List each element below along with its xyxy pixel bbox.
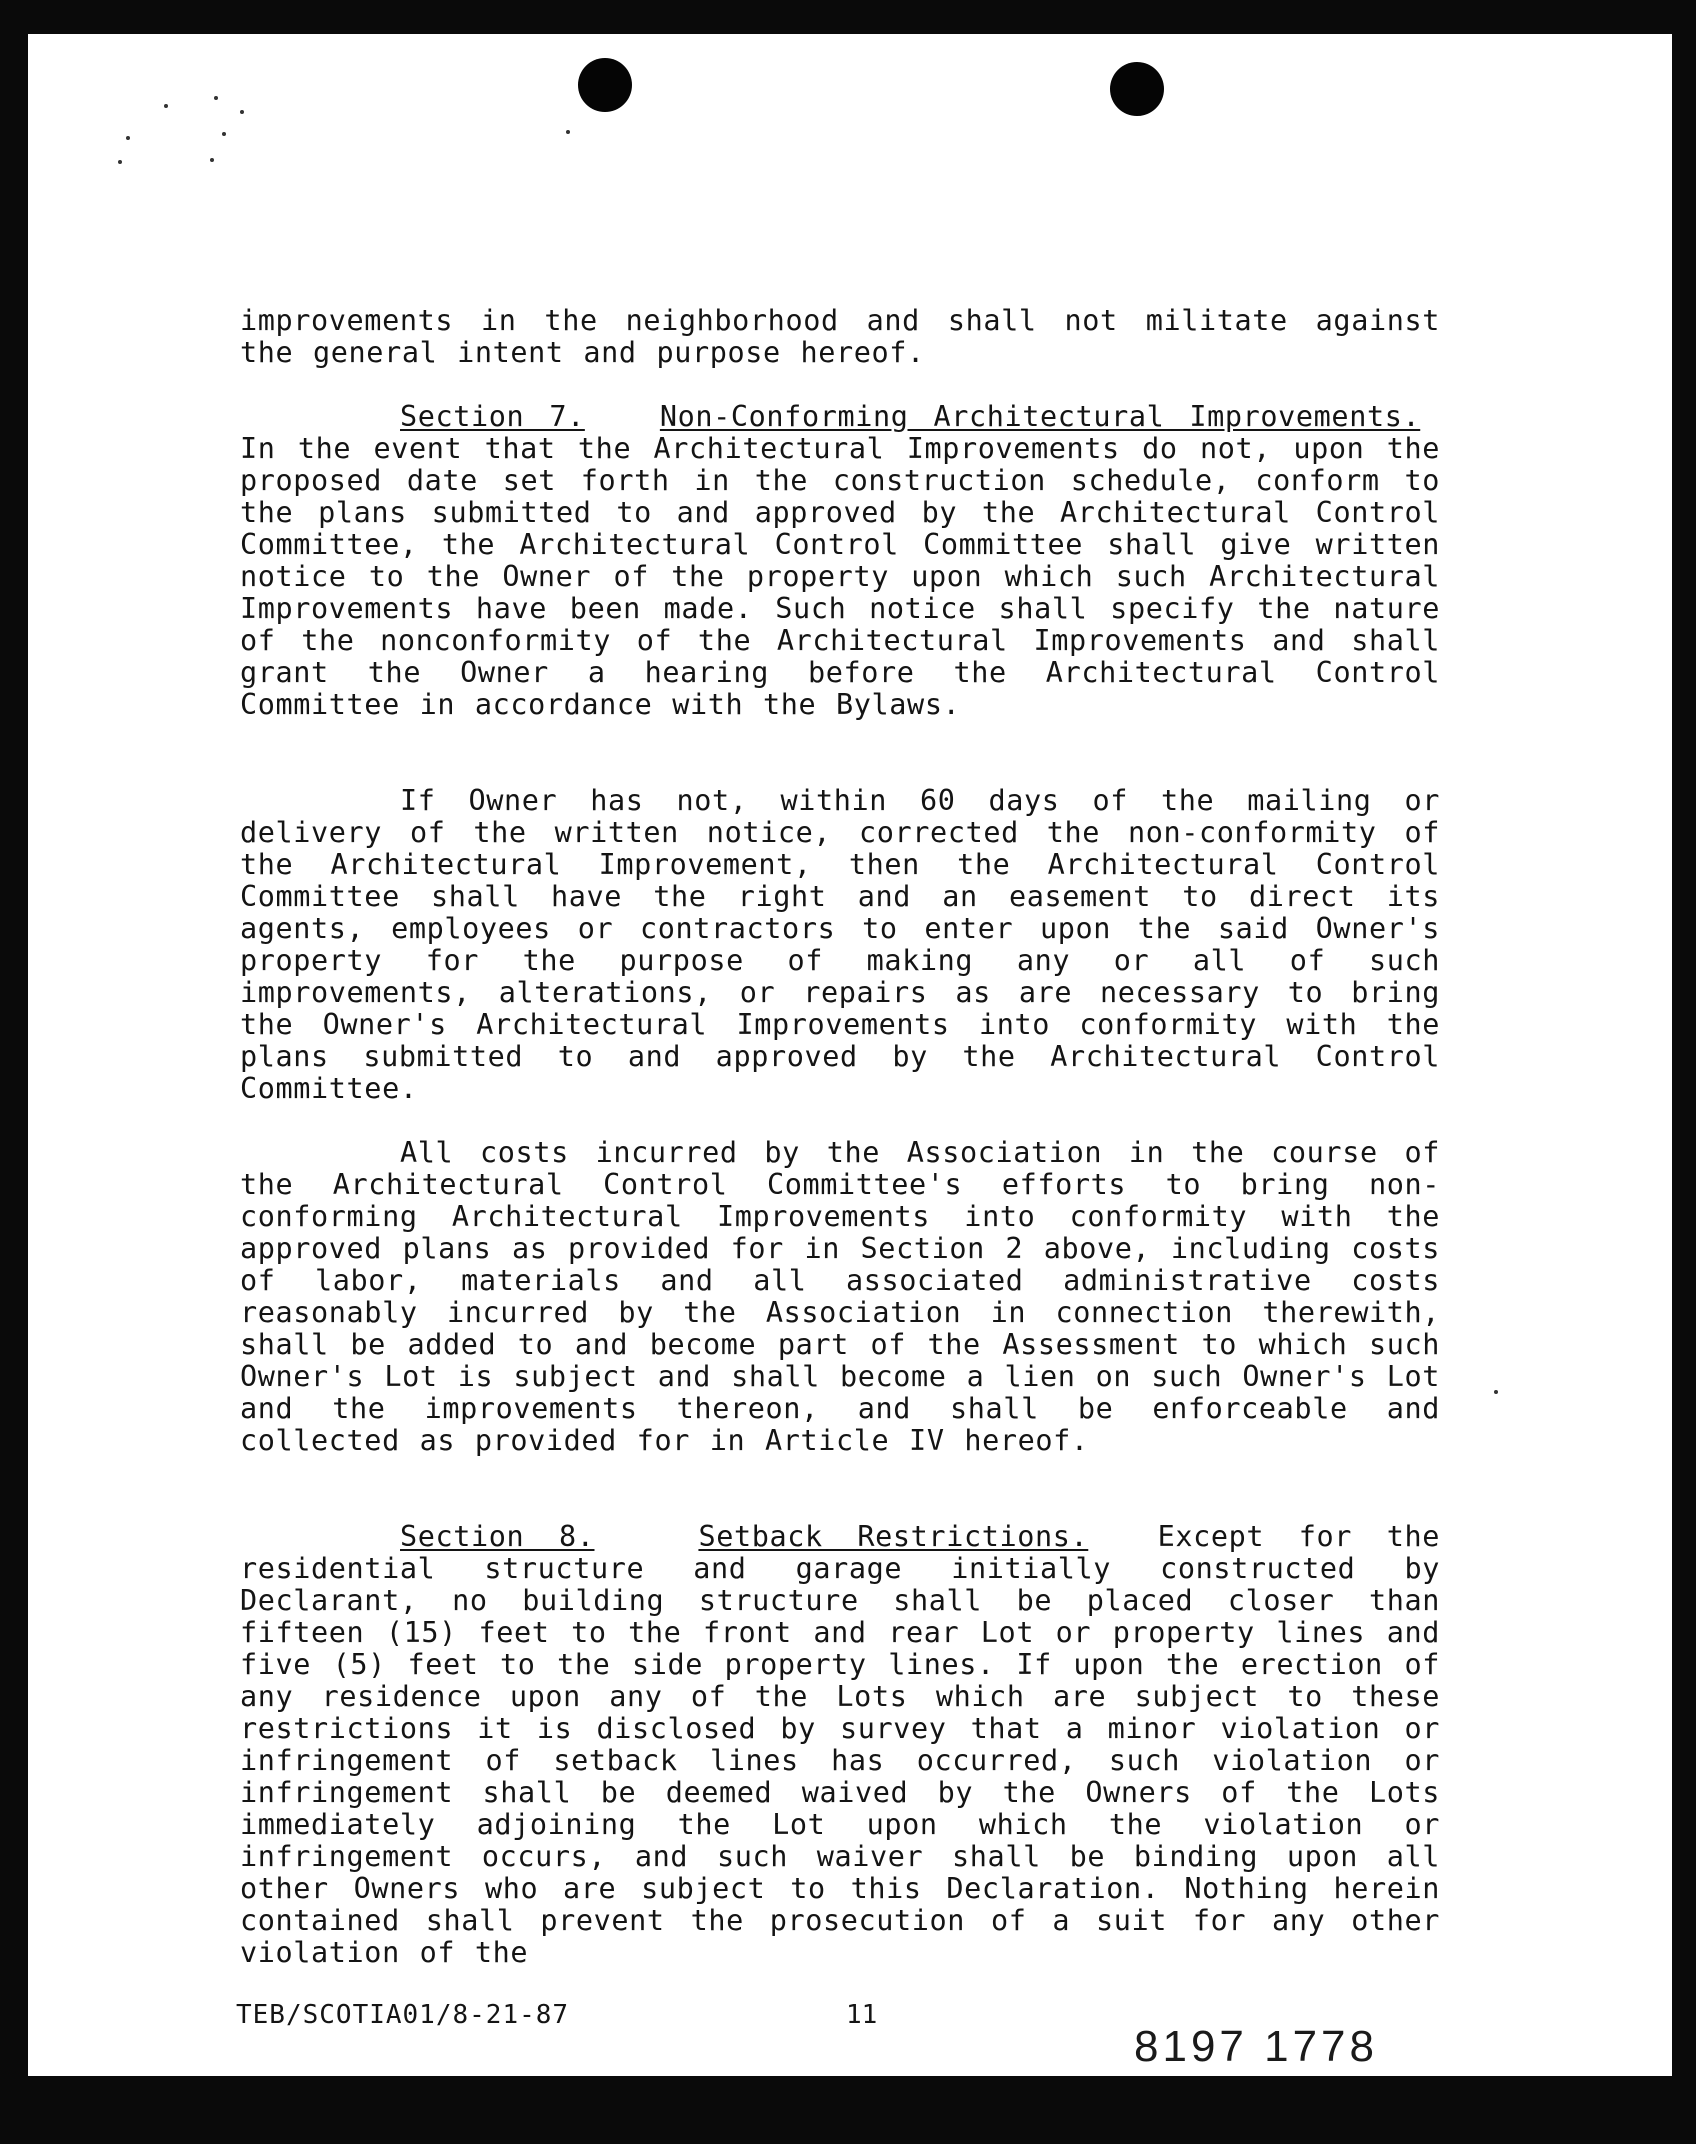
- scan-speck: [1494, 1390, 1498, 1394]
- scan-speck: [118, 160, 122, 164]
- costs-paragraph: [240, 1137, 1440, 1457]
- scan-border-bottom: [0, 2076, 1696, 2144]
- page-number: 11: [846, 2000, 878, 2030]
- owner-correction-paragraph: [240, 785, 1440, 1105]
- scan-speck: [164, 104, 168, 108]
- scan-speck: [126, 136, 130, 140]
- section-8-paragraph: [240, 1521, 1440, 1969]
- punch-hole-left: [578, 58, 632, 112]
- scan-speck: [240, 110, 244, 114]
- recording-stamp: 8197 1778: [1134, 2022, 1378, 2071]
- section-8-heading: Section 8.: [400, 1519, 595, 1553]
- owner-correction-body: If Owner has not, within 60 days of the mailing or delivery of the written notice, corrected the non-conformity of the Architectural Improvement, then the Architectural Control Committee shall have the right and an easement to direct its agents, employees or contractors to enter upon the said Owner's property for the purpose of making any or all of such improvements, alterations, or repairs as are necessary to bring the Owner's Architectural Improvements into conformity with the plans submitted to and approved by the Architectural Control Committee.: [240, 783, 1440, 1105]
- scan-speck: [210, 158, 214, 162]
- costs-body: All costs incurred by the Association in the course of the Architectural Control Committee's efforts to bring non-conforming Architectural Improvements into conformity with the approved plans as provided for in Section 2 above, including costs of labor, materials and all associated administrative costs reasonably incurred by the Association in connection therewith, shall be added to and become part of the Assessment to which such Owner's Lot is subject and shall become a lien on such Owner's Lot and the improvements thereon, and shall be enforceable and collected as provided for in Article IV hereof.: [240, 1135, 1440, 1457]
- section-8-title: Setback Restrictions.: [698, 1519, 1089, 1553]
- punch-hole-right: [1110, 62, 1164, 116]
- scan-speck: [566, 130, 570, 134]
- scan-border-top: [0, 0, 1696, 34]
- scan-border-left: [0, 0, 28, 2144]
- paragraph-continuation: improvements in the neighborhood and shall not militate against the general intent and purpose hereof.: [240, 303, 1440, 369]
- section-7-paragraph: [240, 401, 1440, 721]
- section-7-body: In the event that the Architectural Improvements do not, upon the proposed date set forth in the construction schedule, conform to the plans submitted to and approved by the Architectural Control Committee, the Architectural Control Committee shall give written notice to the Owner of the property upon which such Architectural Improvements have been made. Such notice shall specify the nature of the nonconformity of the Architectural Improvements and shall grant the Owner a hearing before the Architectural Control Committee in accordance with the Bylaws.: [240, 431, 1440, 721]
- scan-speck: [214, 96, 218, 100]
- section-7-heading: Section 7.: [400, 399, 585, 433]
- document-code: TEB/SCOTIA01/8-21-87: [236, 2000, 570, 2030]
- scan-border-right: [1672, 0, 1696, 2144]
- scan-speck: [222, 132, 226, 136]
- section-7-title: Non-Conforming Architectural Improvements.: [659, 399, 1421, 433]
- section-8-body: Except for the residential structure and garage initially constructed by Declarant, no building structure shall be placed closer than fifteen (15) feet to the front and rear Lot or property lines and five (5) feet to the side property lines. If upon the erection of any residence upon any of the Lots which are subject to these restrictions it is disclosed by survey that a minor violation or infringement of setback lines has occurred, such violation or infringement shall be deemed waived by the Owners of the Lots immediately adjoining the Lot upon which the violation or infringement occurs, and such waiver shall be binding upon all other Owners who are subject to this Declaration. Nothing herein contained shall prevent the prosecution of a suit for any other violation of the: [240, 1519, 1440, 1969]
